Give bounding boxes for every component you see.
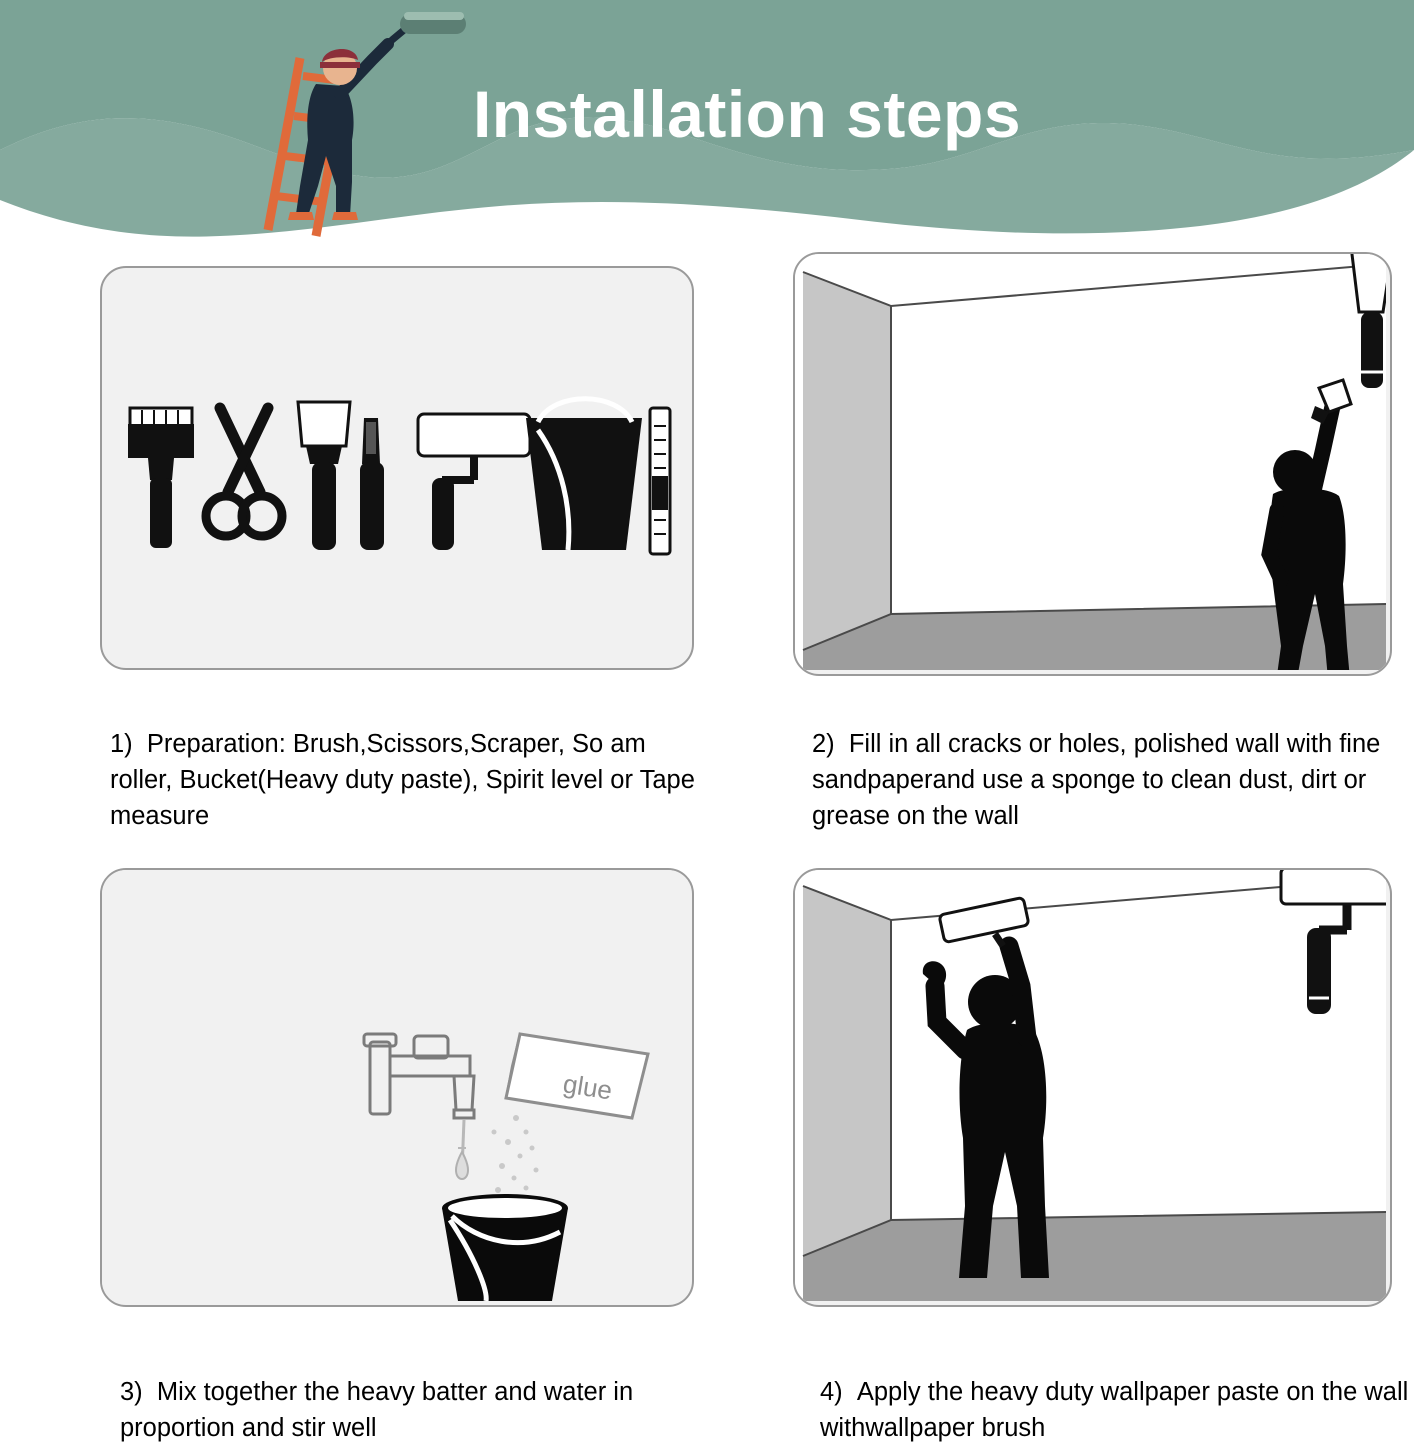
step-3-number: 3) xyxy=(120,1378,143,1406)
step-4-caption xyxy=(820,1374,1414,1446)
step-2-caption xyxy=(812,726,1412,835)
step-3-figure xyxy=(100,868,694,1307)
step-2-text: Fill in all cracks or holes, polished wall with fine sandpaperand use a sponge to clean dust, dirt or grease on the wall xyxy=(812,730,1381,831)
step-3-text: Mix together the heavy batter and water in proportion and stir well xyxy=(120,1378,634,1443)
foam-roller-icon xyxy=(418,414,530,550)
step-1-figure xyxy=(100,266,694,670)
person-rolling-paste-illustration xyxy=(795,870,1386,1301)
step-2-figure xyxy=(793,252,1392,676)
bucket-icon xyxy=(526,399,642,550)
page-title: Installation steps xyxy=(472,77,1022,151)
scraper-icon xyxy=(298,402,350,550)
tools-row-illustration xyxy=(102,268,688,664)
person-scraping-wall-illustration xyxy=(795,254,1386,670)
brush-icon xyxy=(128,408,194,548)
spirit-level-icon xyxy=(650,408,670,554)
step-4-figure xyxy=(793,868,1392,1307)
faucet-glue-bucket-illustration xyxy=(102,870,688,1301)
glue-label: glue xyxy=(561,1068,615,1106)
utility-knife-icon xyxy=(360,418,384,550)
step-1-caption xyxy=(110,726,710,835)
step-4-number: 4) xyxy=(820,1378,843,1406)
step-1-number: 1) xyxy=(110,730,133,758)
step-2-number: 2) xyxy=(812,730,835,758)
step-4-text: Apply the heavy duty wallpaper paste on the wall withwallpaper brush xyxy=(820,1378,1409,1443)
header-banner xyxy=(0,0,1414,262)
scissors-icon xyxy=(206,408,282,536)
step-1-text: Preparation: Brush,Scissors,Scraper, So am roller, Bucket(Heavy duty paste), Spirit level or Tape measure xyxy=(110,730,695,831)
step-3-caption xyxy=(120,1374,720,1446)
bucket-icon xyxy=(442,1194,568,1301)
